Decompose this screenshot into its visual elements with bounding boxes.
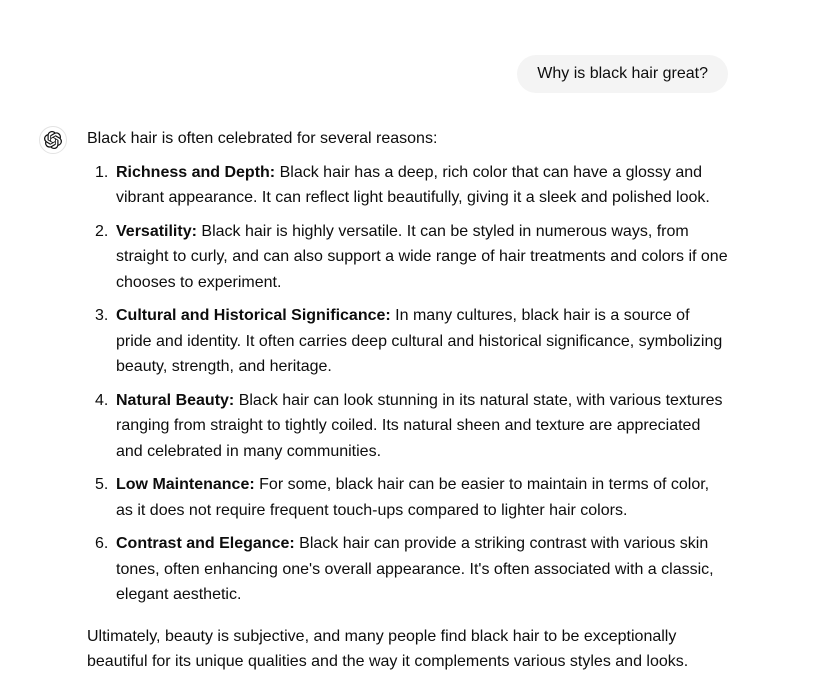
list-item [87,160,728,211]
list-item-number: 3. [95,307,109,324]
list-item [87,531,728,608]
list-item [87,388,728,465]
list-item-text [116,531,728,608]
list-item-body: For some, black hair can be easier to maintain in terms of color, as it does not require frequent touch-ups compared to lighter hair colors. [116,476,710,519]
assistant-numbered-list [87,160,728,608]
user-message-bubble [517,55,728,93]
list-item-title: Richness and Depth: [116,163,276,181]
assistant-outro-paragraph: Ultimately, beauty is subjective, and many people find black hair to be exceptionally beautiful for its unique qualities and the way it complements various styles and looks. [87,627,689,670]
list-item-text [116,160,728,211]
user-message-text: Why is black hair great? [537,65,708,82]
list-item [87,219,728,296]
list-item [87,303,728,380]
list-item-body: Black hair is highly versatile. It can be styled in numerous ways, from straight to curly, and can also support a wide range of hair treatments and colors if one chooses to experiment. [116,222,728,291]
list-item-number: 6. [95,535,109,552]
list-item-body: Black hair can provide a striking contrast with various skin tones, often enhancing one's overall appearance. It's often associated with a classic, elegant aesthetic. [116,535,714,603]
list-item-title: Natural Beauty: [116,391,235,409]
list-item-text [116,303,728,380]
list-item-text [116,388,728,465]
list-item-text [116,472,728,523]
list-item-title: Versatility: [116,222,197,240]
assistant-intro-paragraph: Black hair is often celebrated for several reasons: [87,130,438,147]
list-item-number: 1. [95,163,109,181]
list-item-number: 2. [95,222,109,240]
openai-logo-icon [44,131,62,149]
list-item-body: Black hair has a deep, rich color that can have a glossy and vibrant appearance. It can reflect light beautifully, giving it a sleek and polished look. [116,163,710,206]
assistant-avatar [39,126,67,154]
user-message-row [0,55,815,93]
list-item-body: In many cultures, black hair is a source of pride and identity. It often carries deep cultural and historical significance, symbolizing beauty, strength, and heritage. [116,307,723,375]
assistant-message-content [87,126,728,675]
list-item-number: 5. [95,476,109,493]
list-item-title: Low Maintenance: [116,476,255,493]
assistant-message-row [0,126,815,675]
list-item-title: Cultural and Historical Significance: [116,307,391,324]
list-item-text [116,219,728,296]
list-item-body: Black hair can look stunning in its natural state, with various textures ranging from straight to tightly coiled. Its natural sheen and texture are appreciated and celebrated in many communities. [116,391,723,460]
list-item-number: 4. [95,391,109,409]
list-item-title: Contrast and Elegance: [116,535,295,552]
list-item [87,472,728,523]
